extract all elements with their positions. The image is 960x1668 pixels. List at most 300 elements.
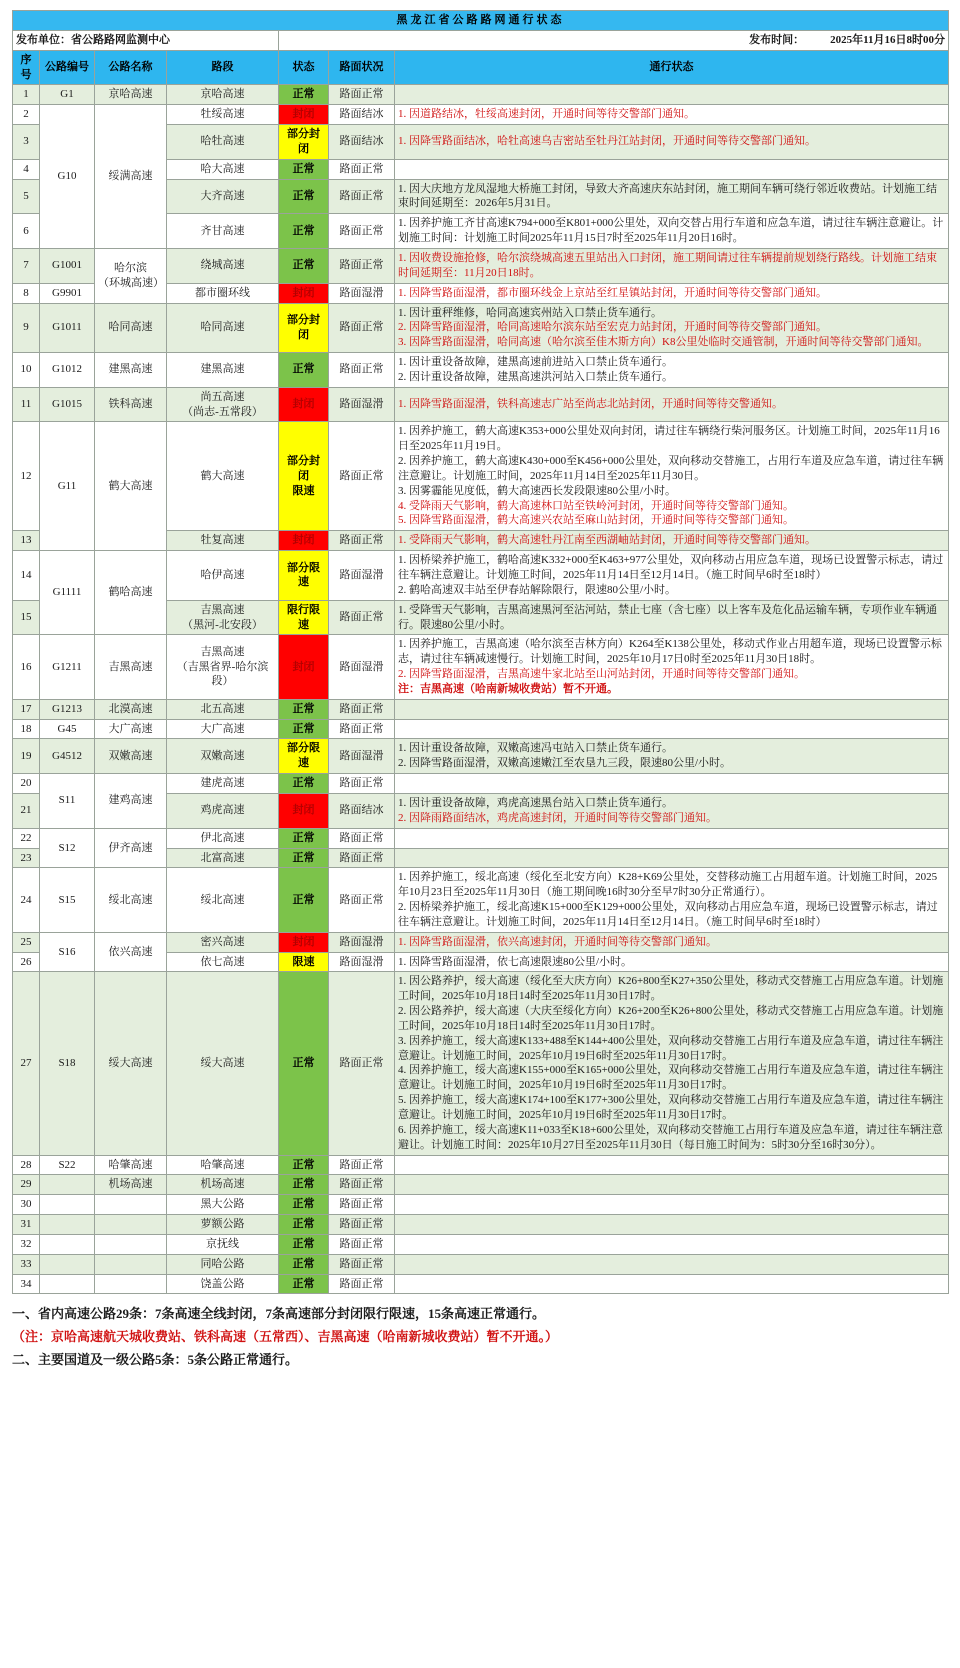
cell-road-name: 铁科高速: [95, 387, 167, 422]
cell-road-name: 建黑高速: [95, 353, 167, 388]
cell-segment: 哈大高速: [167, 159, 279, 179]
traffic-info-line: 1. 因收费设施抢修，哈尔滨绕城高速五里站出入口封闭，施工期间请过往车辆提前规划绕行路线。计划施工结束时间延期至：11月20日18时。: [398, 251, 937, 279]
table-row: [13, 972, 949, 1155]
cell-road-name: 大广高速: [95, 719, 167, 739]
status-badge: 限行限速: [279, 600, 329, 635]
cell-surface-condition: 路面正常: [329, 214, 395, 249]
cell-index: 23: [13, 848, 40, 868]
cell-segment: 双嫩高速: [167, 739, 279, 774]
cell-traffic-info: [395, 848, 949, 868]
meta-row: [13, 30, 949, 50]
cell-road-number: [40, 1195, 95, 1215]
cell-road-name: [95, 1274, 167, 1294]
cell-road-name: 机场高速: [95, 1175, 167, 1195]
table-row: [13, 774, 949, 794]
cell-segment: 建黑高速: [167, 353, 279, 388]
traffic-info-line: 3. 因降雪路面湿滑，哈同高速（哈尔滨至佳木斯方向）K8公里处临时交通管制，开通时间等待交警部门通知。: [398, 336, 929, 349]
traffic-info-line: 2. 鹤哈高速双丰站至伊春站解除限行，限速80公里/小时。: [398, 583, 677, 596]
cell-road-number: S22: [40, 1155, 95, 1175]
cell-road-number: S11: [40, 774, 95, 829]
cell-segment: 萝额公路: [167, 1215, 279, 1235]
cell-road-number: [40, 1234, 95, 1254]
cell-traffic-info: [395, 1234, 949, 1254]
traffic-info-line: 2. 因降雪路面湿滑，吉黑高速牛家北站至山河站封闭，开通时间等待交警部门通知。: [398, 668, 805, 681]
cell-road-name: 伊齐高速: [95, 828, 167, 868]
cell-road-name: 哈同高速: [95, 303, 167, 353]
cell-surface-condition: 路面正常: [329, 85, 395, 105]
traffic-info-line: 3. 因养护施工，绥大高速K133+488至K144+400公里处，双向移动交替施工占用行车道及应急车道，请过往车辆注意避让。计划施工时间，2025年10月19日6时至2025年11月30日17时。: [398, 1034, 944, 1062]
cell-index: 20: [13, 774, 40, 794]
cell-index: 12: [13, 422, 40, 531]
cell-traffic-info: [395, 248, 949, 283]
cell-road-name: [95, 1195, 167, 1215]
publish-time: [279, 30, 949, 50]
cell-traffic-info: [395, 1155, 949, 1175]
cell-segment: 哈伊高速: [167, 551, 279, 601]
traffic-info-line: 1. 受降雪天气影响，吉黑高速黑河至沾河站，禁止七座（含七座）以上客车及危化品运输车辆，专项作业车辆通行。限速80公里/小时。: [398, 603, 937, 631]
cell-road-name: 哈肇高速: [95, 1155, 167, 1175]
cell-traffic-info: [395, 972, 949, 1155]
cell-index: 7: [13, 248, 40, 283]
cell-road-name: 绥大高速: [95, 972, 167, 1155]
cell-index: 16: [13, 635, 40, 699]
cell-surface-condition: 路面湿滑: [329, 739, 395, 774]
cell-road-name: 吉黑高速: [95, 635, 167, 699]
cell-index: 6: [13, 214, 40, 249]
status-badge: 正常: [279, 868, 329, 932]
status-badge: 封闭: [279, 932, 329, 952]
cell-road-number: G1012: [40, 353, 95, 388]
table-row: [13, 353, 949, 388]
cell-segment: 尚五高速 （尚志-五常段）: [167, 387, 279, 422]
traffic-info-line: 1. 因计重设备故障，双嫩高速冯屯站入口禁止货车通行。: [398, 742, 673, 755]
footer-line-3: 二、主要国道及一级公路5条：5条公路正常通行。: [12, 1351, 299, 1367]
status-badge: 部分封闭 限速: [279, 422, 329, 531]
cell-index: 30: [13, 1195, 40, 1215]
traffic-info-line: 1. 因养护施工，吉黑高速（哈尔滨至吉林方向）K264至K138公里处，移动式作业占用超车道，现场已设置警示标志，请过往车辆减速慢行。计划施工时间，2025年10月17日0时至2025年11月30日18时。: [398, 638, 942, 666]
cell-segment: 机场高速: [167, 1175, 279, 1195]
cell-segment: 京抚线: [167, 1234, 279, 1254]
cell-segment: 吉黑高速 （吉黑省界-哈尔滨段）: [167, 635, 279, 699]
traffic-info-line: 2. 因降雪路面湿滑，哈同高速哈尔滨东站至宏克力站封闭，开通时间等待交警部门通知。: [398, 321, 827, 334]
table-row: [13, 551, 949, 601]
cell-traffic-info: [395, 387, 949, 422]
cell-road-name: [95, 1215, 167, 1235]
traffic-info-line: 2. 因降雨路面结冰，鸡虎高速封闭，开通时间等待交警部门通知。: [398, 811, 717, 824]
cell-road-number: G10: [40, 105, 95, 249]
cell-road-number: G1011: [40, 303, 95, 353]
traffic-info-line: 2. 因计重设备故障，建黑高速洪河站入口禁止货车通行。: [398, 370, 673, 383]
cell-road-name: 绥北高速: [95, 868, 167, 932]
status-badge: 封闭: [279, 793, 329, 828]
cell-road-number: G45: [40, 719, 95, 739]
cell-index: 1: [13, 85, 40, 105]
cell-surface-condition: 路面正常: [329, 303, 395, 353]
cell-segment: 都市圈环线: [167, 283, 279, 303]
cell-index: 34: [13, 1274, 40, 1294]
traffic-info-line: 1. 因公路养护，绥大高速（绥化至大庆方向）K26+800至K27+350公里处，移动式交替施工占用应急车道。计划施工时间，2025年10月18日14时至2025年11月30日17时。: [398, 975, 944, 1003]
status-badge: 封闭: [279, 105, 329, 125]
traffic-info-line: 1. 因降雪路面湿滑，依兴高速封闭，开通时间等待交警部门通知。: [398, 935, 717, 948]
status-badge: 正常: [279, 159, 329, 179]
cell-road-number: G1111: [40, 551, 95, 635]
status-badge: 封闭: [279, 283, 329, 303]
cell-index: 28: [13, 1155, 40, 1175]
cell-index: 3: [13, 125, 40, 160]
cell-surface-condition: 路面正常: [329, 868, 395, 932]
table-row: [13, 868, 949, 932]
cell-traffic-info: [395, 353, 949, 388]
col-header-state: 状态: [279, 50, 329, 85]
cell-index: 5: [13, 179, 40, 214]
table-row: [13, 422, 949, 531]
cell-surface-condition: 路面湿滑: [329, 952, 395, 972]
status-badge: 正常: [279, 1234, 329, 1254]
cell-traffic-info: [395, 303, 949, 353]
cell-segment: 绕城高速: [167, 248, 279, 283]
cell-traffic-info: [395, 105, 949, 125]
cell-road-number: [40, 1215, 95, 1235]
traffic-info-line: 1. 因计重设备故障，鸡虎高速黑台站入口禁止货车通行。: [398, 796, 673, 809]
cell-segment: 牡绥高速: [167, 105, 279, 125]
cell-index: 27: [13, 972, 40, 1155]
cell-surface-condition: 路面正常: [329, 422, 395, 531]
cell-surface-condition: 路面正常: [329, 1195, 395, 1215]
table-body: [13, 85, 949, 1294]
cell-road-name: 双嫩高速: [95, 739, 167, 774]
cell-index: 13: [13, 531, 40, 551]
cell-surface-condition: 路面正常: [329, 828, 395, 848]
col-header-segment: 路段: [167, 50, 279, 85]
table-row: [13, 248, 949, 283]
cell-segment: 哈同高速: [167, 303, 279, 353]
status-badge: 部分限速: [279, 739, 329, 774]
traffic-info-line: 1. 因大庆地方龙凤湿地大桥施工封闭，导致大齐高速庆东站封闭，施工期间车辆可绕行邻近收费站。计划施工结束时间延期至：2026年5月31日。: [398, 182, 937, 210]
cell-surface-condition: 路面湿滑: [329, 551, 395, 601]
cell-road-number: S18: [40, 972, 95, 1155]
cell-segment: 大齐高速: [167, 179, 279, 214]
cell-surface-condition: 路面正常: [329, 719, 395, 739]
cell-surface-condition: 路面正常: [329, 1234, 395, 1254]
status-badge: 封闭: [279, 387, 329, 422]
cell-segment: 牡复高速: [167, 531, 279, 551]
traffic-info-line: 1. 受降雨天气影响，鹤大高速牡丹江南至西湖岫站封闭，开通时间等待交警部门通知。: [398, 534, 816, 547]
cell-segment: 黑大公路: [167, 1195, 279, 1215]
cell-road-number: [40, 1175, 95, 1195]
publish-time-label: 发布时间：: [749, 33, 805, 46]
cell-road-name: 京哈高速: [95, 85, 167, 105]
cell-road-number: S16: [40, 932, 95, 972]
cell-traffic-info: [395, 793, 949, 828]
cell-surface-condition: 路面正常: [329, 531, 395, 551]
traffic-info-line: 6. 因养护施工，绥大高速K11+033至K18+600公里处，双向移动交替施工占用行车道及应急车道，请过往车辆注意避让。计划施工时间：2025年10月27日至2025年11月30日（每日施工时间为：5时30分至16时30分）。: [398, 1123, 943, 1151]
cell-traffic-info: [395, 214, 949, 249]
status-badge: 正常: [279, 1215, 329, 1235]
cell-road-number: G1: [40, 85, 95, 105]
cell-index: 22: [13, 828, 40, 848]
cell-segment: 齐甘高速: [167, 214, 279, 249]
col-header-index: 序号: [13, 50, 40, 85]
cell-road-name: 建鸡高速: [95, 774, 167, 829]
cell-traffic-info: [395, 828, 949, 848]
cell-road-name: 鹤大高速: [95, 422, 167, 551]
cell-surface-condition: 路面湿滑: [329, 283, 395, 303]
status-badge: 正常: [279, 214, 329, 249]
cell-index: 4: [13, 159, 40, 179]
cell-index: 8: [13, 283, 40, 303]
cell-index: 32: [13, 1234, 40, 1254]
traffic-info-line: 5. 因养护施工，绥大高速K174+100至K177+300公里处，双向移动交替施工占用行车道及应急车道，请过往车辆注意避让。计划施工时间，2025年10月19日6时至2025年11月30日17时。: [398, 1094, 944, 1121]
status-badge: 正常: [279, 719, 329, 739]
traffic-info-line: 1. 因降雪路面湿滑，铁科高速志广站至尚志北站封闭，开通时间等待交警通知。: [398, 398, 783, 411]
cell-road-name: 鹤哈高速: [95, 551, 167, 635]
cell-surface-condition: 路面湿滑: [329, 932, 395, 952]
table-row: [13, 105, 949, 125]
cell-surface-condition: 路面结冰: [329, 105, 395, 125]
traffic-info-line: 1. 因桥梁养护施工，鹤哈高速K332+000至K463+977公里处，双向移动占用应急车道，现场已设置警示标志，请过往车辆注意避让。计划施工时间，2025年11月14日至12月14日。（施工时间早6时至18时）: [398, 554, 944, 581]
cell-traffic-info: [395, 952, 949, 972]
cell-index: 14: [13, 551, 40, 601]
cell-surface-condition: 路面正常: [329, 1254, 395, 1274]
status-badge: 部分限速: [279, 551, 329, 601]
table-row: [13, 1195, 949, 1215]
cell-traffic-info: [395, 159, 949, 179]
cell-road-number: [40, 1274, 95, 1294]
cell-traffic-info: [395, 719, 949, 739]
cell-road-number: S15: [40, 868, 95, 932]
table-row: [13, 1155, 949, 1175]
status-badge: 正常: [279, 828, 329, 848]
status-badge: 正常: [279, 1175, 329, 1195]
cell-surface-condition: 路面结冰: [329, 125, 395, 160]
cell-index: 9: [13, 303, 40, 353]
cell-surface-condition: 路面正常: [329, 774, 395, 794]
cell-segment: 北五高速: [167, 699, 279, 719]
cell-segment: 密兴高速: [167, 932, 279, 952]
cell-traffic-info: [395, 1215, 949, 1235]
cell-segment: 吉黑高速 （黑河-北安段）: [167, 600, 279, 635]
cell-traffic-info: [395, 868, 949, 932]
status-badge: 正常: [279, 1254, 329, 1274]
cell-index: 33: [13, 1254, 40, 1274]
cell-surface-condition: 路面正常: [329, 1155, 395, 1175]
traffic-info-line: 4. 受降雨天气影响，鹤大高速林口站至铁岭河封闭，开通时间等待交警部门通知。: [398, 499, 794, 512]
status-badge: 正常: [279, 248, 329, 283]
cell-traffic-info: [395, 635, 949, 699]
cell-traffic-info: [395, 1175, 949, 1195]
summary-footer: [12, 1303, 948, 1371]
cell-surface-condition: 路面正常: [329, 1274, 395, 1294]
cell-segment: 绥大高速: [167, 972, 279, 1155]
cell-index: 21: [13, 793, 40, 828]
cell-road-number: [40, 1254, 95, 1274]
status-badge: 正常: [279, 1274, 329, 1294]
cell-road-name: 绥满高速: [95, 105, 167, 249]
cell-traffic-info: [395, 179, 949, 214]
cell-surface-condition: 路面正常: [329, 972, 395, 1155]
status-badge: 部分封闭: [279, 125, 329, 160]
cell-segment: 大广高速: [167, 719, 279, 739]
cell-segment: 伊北高速: [167, 828, 279, 848]
cell-road-name: 哈尔滨 （环城高速）: [95, 248, 167, 303]
cell-index: 17: [13, 699, 40, 719]
status-badge: 正常: [279, 774, 329, 794]
cell-index: 15: [13, 600, 40, 635]
cell-index: 26: [13, 952, 40, 972]
cell-traffic-info: [395, 1254, 949, 1274]
cell-segment: 绥北高速: [167, 868, 279, 932]
page-title: 黑龙江省公路路网通行状态: [13, 11, 949, 31]
table-row: [13, 719, 949, 739]
traffic-info-line: 2. 因养护施工，鹤大高速K430+000至K456+000公里处，双向移动交替施工，占用行车道及应急车道，请过往车辆注意避让。计划施工时间，2025年11月14日至2025年11月30日。: [398, 455, 944, 482]
status-badge: 封闭: [279, 531, 329, 551]
cell-road-number: G11: [40, 422, 95, 551]
footer-note: （注：京哈高速航天城收费站、铁科高速（五常西）、吉黑高速（哈南新城收费站）暂不开通。）: [12, 1329, 559, 1345]
cell-index: 25: [13, 932, 40, 952]
table-head: [13, 11, 949, 85]
cell-road-number: S12: [40, 828, 95, 868]
status-badge: 正常: [279, 353, 329, 388]
cell-traffic-info: [395, 85, 949, 105]
col-header-road-no: 公路编号: [40, 50, 95, 85]
footer-line-1: 一、省内高速公路29条：7条高速全线封闭，7条高速部分封闭限行限速，15条高速正常通行。: [12, 1306, 546, 1322]
title-row: [13, 11, 949, 31]
cell-surface-condition: 路面正常: [329, 1215, 395, 1235]
cell-traffic-info: [395, 551, 949, 601]
traffic-info-line: 5. 因降雪路面湿滑，鹤大高速兴农站至麻山站封闭，开通时间等待交警部门通知。: [398, 514, 794, 527]
cell-index: 18: [13, 719, 40, 739]
traffic-info-line: 2. 因桥梁养护施工，绥北高速K15+000至K129+000公里处，双向移动占用应急车道，现场已设置警示标志，请过往车辆注意避让。计划施工时间，2025年11月14日至12月14日。（施工时间早6时至18时）: [398, 901, 938, 928]
cell-surface-condition: 路面正常: [329, 1175, 395, 1195]
status-badge: 正常: [279, 1155, 329, 1175]
cell-surface-condition: 路面正常: [329, 248, 395, 283]
table-row: [13, 85, 949, 105]
cell-surface-condition: 路面正常: [329, 179, 395, 214]
table-row: [13, 1234, 949, 1254]
cell-traffic-info: [395, 531, 949, 551]
cell-road-number: G1015: [40, 387, 95, 422]
cell-traffic-info: [395, 739, 949, 774]
traffic-info-line: 1. 因降雪路面结冰，哈牡高速乌吉密站至牡丹江站封闭，开通时间等待交警部门通知。: [398, 135, 816, 148]
table-row: [13, 932, 949, 952]
traffic-info-line: 1. 因道路结冰，牡绥高速封闭，开通时间等待交警部门通知。: [398, 108, 695, 121]
cell-segment: 同哈公路: [167, 1254, 279, 1274]
traffic-info-line: 3. 因雾霾能见度低，鹤大高速西长发段限速80公里/小时。: [398, 484, 677, 497]
cell-segment: 鹤大高速: [167, 422, 279, 531]
table-row: [13, 1254, 949, 1274]
table-row: [13, 387, 949, 422]
col-header-road-name: 公路名称: [95, 50, 167, 85]
cell-traffic-info: [395, 699, 949, 719]
cell-traffic-info: [395, 125, 949, 160]
table-row: [13, 1175, 949, 1195]
cell-road-number: G1213: [40, 699, 95, 719]
table-row: [13, 699, 949, 719]
status-badge: 正常: [279, 972, 329, 1155]
cell-surface-condition: 路面湿滑: [329, 635, 395, 699]
publisher-label: 发布单位：省公路路网监测中心: [13, 30, 279, 50]
status-badge: 正常: [279, 848, 329, 868]
cell-surface-condition: 路面正常: [329, 699, 395, 719]
cell-index: 29: [13, 1175, 40, 1195]
cell-segment: 哈肇高速: [167, 1155, 279, 1175]
table-row: [13, 1274, 949, 1294]
cell-road-name: [95, 1254, 167, 1274]
cell-surface-condition: 路面湿滑: [329, 387, 395, 422]
cell-surface-condition: 路面正常: [329, 353, 395, 388]
road-network-table: [12, 10, 949, 1294]
traffic-info-line: 2. 因公路养护，绥大高速（大庆至绥化方向）K26+200至K26+800公里处，移动式交替施工占用应急车道。计划施工时间，2025年10月18日14时至2025年11月30日17时。: [398, 1005, 944, 1032]
status-badge: 正常: [279, 1195, 329, 1215]
cell-traffic-info: [395, 1274, 949, 1294]
cell-surface-condition: 路面正常: [329, 159, 395, 179]
cell-road-number: G9901: [40, 283, 95, 303]
status-badge: 正常: [279, 85, 329, 105]
publish-time-value: 2025年11月16日8时00分: [830, 33, 945, 46]
traffic-info-line: 1. 因养护施工，绥北高速（绥化至北安方向）K28+K69公里处，交替移动施工占用超车道。计划施工时间，2025年10月23日至2025年11月30日（施工期间晚16时30分至早7时30分正常通行）。: [398, 871, 938, 899]
cell-road-number: G1211: [40, 635, 95, 699]
col-header-info: 通行状态: [395, 50, 949, 85]
status-badge: 封闭: [279, 635, 329, 699]
traffic-info-line: 1. 因计重设备故障，建黑高速前进站入口禁止货车通行。: [398, 356, 673, 369]
cell-index: 24: [13, 868, 40, 932]
traffic-info-line: 1. 因计重秤维修，哈同高速宾州站入口禁止货车通行。: [398, 306, 662, 319]
column-header-row: [13, 50, 949, 85]
cell-traffic-info: [395, 422, 949, 531]
table-row: [13, 739, 949, 774]
status-badge: 限速: [279, 952, 329, 972]
cell-index: 19: [13, 739, 40, 774]
traffic-info-line: 4. 因养护施工，绥大高速K155+000至K165+000公里处，双向移动交替施工占用行车道及应急车道，请过往车辆注意避让。计划施工时间，2025年10月19日6时至2025年11月30日17时。: [398, 1064, 944, 1092]
cell-road-name: 依兴高速: [95, 932, 167, 972]
status-badge: 部分封闭: [279, 303, 329, 353]
cell-segment: 饶盖公路: [167, 1274, 279, 1294]
table-row: [13, 303, 949, 353]
cell-road-number: G1001: [40, 248, 95, 283]
cell-surface-condition: 路面结冰: [329, 793, 395, 828]
cell-surface-condition: 路面正常: [329, 600, 395, 635]
cell-traffic-info: [395, 932, 949, 952]
status-badge: 正常: [279, 699, 329, 719]
cell-index: 11: [13, 387, 40, 422]
traffic-info-line: 注：吉黑高速（哈南新城收费站）暂不开通。: [398, 682, 618, 695]
cell-segment: 依七高速: [167, 952, 279, 972]
cell-road-name: 北漠高速: [95, 699, 167, 719]
cell-index: 10: [13, 353, 40, 388]
cell-segment: 鸡虎高速: [167, 793, 279, 828]
col-header-surface: 路面状况: [329, 50, 395, 85]
status-badge: 正常: [279, 179, 329, 214]
cell-road-number: G4512: [40, 739, 95, 774]
table-row: [13, 1215, 949, 1235]
cell-traffic-info: [395, 600, 949, 635]
traffic-info-line: 1. 因养护施工，鹤大高速K353+000公里处双向封闭，请过往车辆绕行柴河服务区。计划施工时间，2025年11月16日至2025年11月19日。: [398, 425, 940, 453]
cell-index: 31: [13, 1215, 40, 1235]
traffic-info-line: 1. 因养护施工齐甘高速K794+000至K801+000公里处，双向交替占用行车道和应急车道，请过往车辆注意避让。计划施工时间：计划施工时间2025年11月15日7时至2025年11月20日16时。: [398, 217, 944, 245]
cell-surface-condition: 路面正常: [329, 848, 395, 868]
traffic-info-line: 1. 因降雪路面湿滑，都市圈环线金上京站至红星镇站封闭，开通时间等待交警部门通知。: [398, 286, 827, 299]
cell-road-name: [95, 1234, 167, 1254]
cell-segment: 建虎高速: [167, 774, 279, 794]
table-row: [13, 635, 949, 699]
cell-traffic-info: [395, 283, 949, 303]
traffic-info-line: 1. 因降雪路面湿滑，依七高速限速80公里/小时。: [398, 955, 633, 968]
cell-traffic-info: [395, 1195, 949, 1215]
cell-index: 2: [13, 105, 40, 125]
cell-traffic-info: [395, 774, 949, 794]
traffic-info-line: 2. 因降雪路面湿滑，双嫩高速嫩江至农垦九三段，限速80公里/小时。: [398, 757, 732, 770]
cell-segment: 北富高速: [167, 848, 279, 868]
